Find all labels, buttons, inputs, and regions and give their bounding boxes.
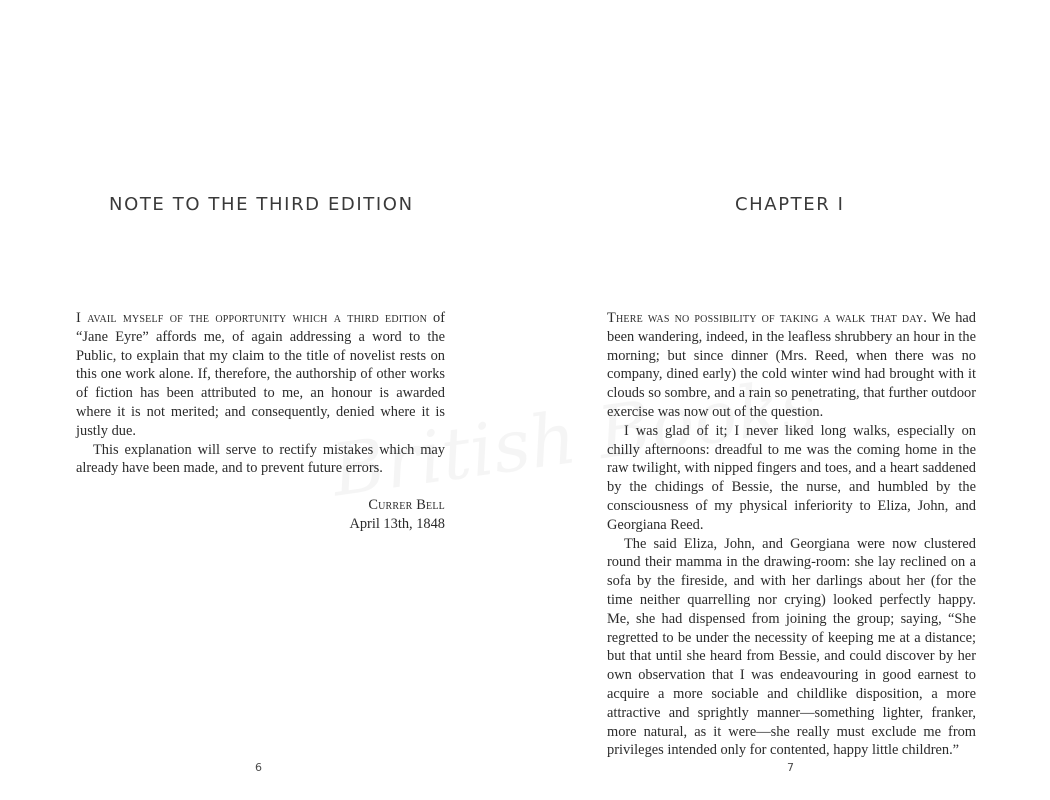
chapter-heading: CHAPTER I (735, 194, 845, 215)
note-paragraph-1 (76, 309, 445, 441)
chapter-paragraph-3: The said Eliza, John, and Georgiana were now clustered round their mamma in the drawing-room: she lay reclined on a sofa by the fireside, and with her darlings about her (for the time neither quarrelling nor crying) looked perfectly happy. Me, she had dispensed from joining the group; saying, “She regretted to be under the necessity of keeping me at a distance; but that until she heard from Bessie, and could discover by her own observation that I was endeavouring in good earnest to acquire a more sociable and childlike disposition, a more attractive and sprightly manner—something lighter, franker, more natural, as it were—she really must exclude me from privileges intended only for contented, happy little children.” (607, 535, 976, 759)
chapter-body (607, 309, 976, 760)
page-number-right: 7 (787, 761, 794, 774)
note-paragraph-1-lead: I avail myself of the opportunity which a third edition (76, 310, 428, 326)
chapter-paragraph-1-lead: There was no possibility of taking a walk that day. (607, 310, 928, 326)
right-page (525, 0, 1050, 800)
signature-name: Currer Bell (368, 497, 445, 514)
chapter-paragraph-2: I was glad of it; I never liked long walks, especially on chilly afternoons: dreadful to me was the coming home in the raw twilight, with nipped fingers and toes, and a heart saddened by the chidings of Bessie, the nurse, and humbled by the consciousness of my physical inferiority to Eliza, John, and Georgiana Reed. (607, 422, 976, 533)
note-heading: NOTE TO THE THIRD EDITION (109, 194, 414, 215)
note-paragraph-1-text: of “Jane Eyre” affords me, of again addressing a word to the Public, to explain that my claim to the title of novelist rests on this one work alone. If, therefore, the authorship of other works of fiction has been attributed to me, an honour is awarded where it is not merited; and consequently, denied where it is justly due. (76, 310, 445, 439)
page-number-left: 6 (255, 761, 262, 774)
chapter-paragraph-1-text: We had been wandering, indeed, in the leafless shrubbery an hour in the morning; but since dinner (Mrs. Reed, when there was no company, dined early) the cold winter wind had brought with it clouds so sombre, and a rain so penetrating, that further outdoor exercise was now out of the question. (607, 310, 976, 420)
note-paragraph-2: This explanation will serve to rectify mistakes which may already have been made, and to prevent future errors. (76, 441, 445, 477)
signature-date: April 13th, 1848 (349, 515, 445, 532)
chapter-paragraph-1 (607, 309, 976, 422)
note-body (76, 309, 445, 534)
signature (76, 496, 445, 534)
